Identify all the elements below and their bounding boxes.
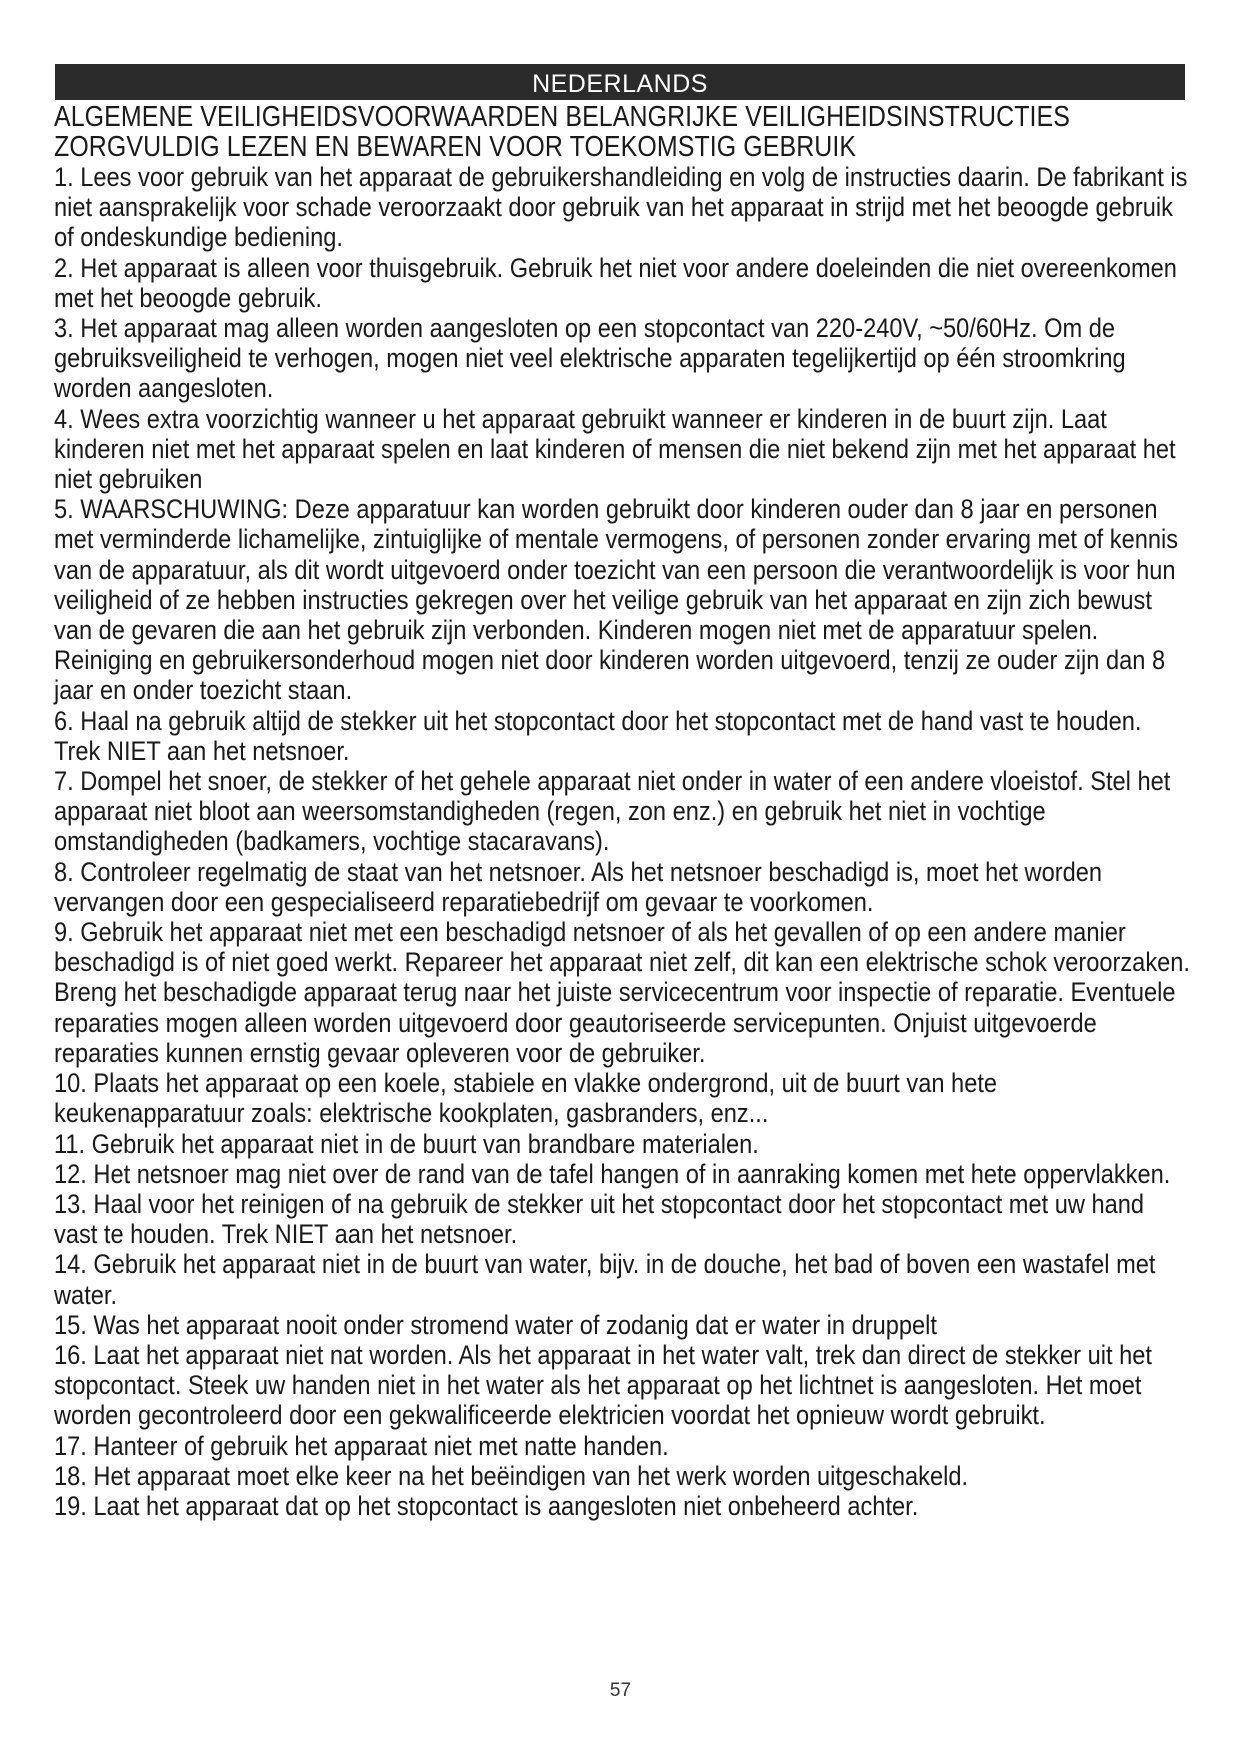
instruction-1: 1. Lees voor gebruik van het apparaat de gebruikershandleiding en volg de instructies daarin. De fabrikant is niet aansprakelijk voor schade veroorzaakt door gebruik van het apparaat in strijd met het beoogde gebruik of ondeskundige bediening.	[54, 162, 1188, 253]
instruction-2: 2. Het apparaat is alleen voor thuisgebruik. Gebruik het niet voor andere doeleinden die niet overeenkomen met het beoogde gebruik.	[54, 252, 1177, 313]
instruction-18: 18. Het apparaat moet elke keer na het beëindigen van het werk worden uitgeschakeld.	[54, 1460, 969, 1491]
instruction-11: 11. Gebruik het apparaat niet in de buurt van brandbare materialen.	[54, 1128, 759, 1159]
instruction-5: 5. WAARSCHUWING: Deze apparatuur kan worden gebruikt door kinderen ouder dan 8 jaar en personen met verminderde lichamelijke, zintuiglijke of mentale vermogens, of personen zonder ervaring met of kennis van de apparatuur, als dit wordt uitgevoerd onder toezicht van een persoon die verantwoordelijk is voor hun veiligheid of ze hebben instructies gekregen over het veilige gebruik van het apparaat en zijn zich bewust van de gevaren die aan het gebruik zijn verbonden. Kinderen mogen niet met de apparatuur spelen. Reiniging en gebruikersonderhoud mogen niet door kinderen worden uitgevoerd, tenzij ze ouder zijn dan 8 jaar en onder toezicht staan.	[54, 494, 1179, 706]
page-number: 57	[609, 1680, 632, 1701]
language-banner: NEDERLANDS	[55, 64, 1185, 100]
instruction-19: 19. Laat het apparaat dat op het stopcontact is aangesloten niet onbeheerd achter.	[54, 1490, 919, 1521]
instruction-14: 14. Gebruik het apparaat niet in de buurt van water, bijv. in de douche, het bad of boven een wastafel met water.	[54, 1249, 1156, 1310]
instruction-6: 6. Haal na gebruik altijd de stekker uit het stopcontact door het stopcontact met de hand vast te houden. Trek NIET aan het netsnoer.	[54, 705, 1142, 766]
instruction-3: 3. Het apparaat mag alleen worden aangesloten op een stopcontact van 220-240V, ~50/60Hz. Om de gebruiksveiligheid te verhogen, mogen niet veel elektrische apparaten tegelijkertijd op één stroomkring worden aangesloten.	[54, 313, 1126, 404]
instruction-15: 15. Was het apparaat nooit onder stromend water of zodanig dat er water in druppelt	[54, 1309, 937, 1340]
safety-instructions	[54, 102, 1192, 1521]
instruction-13: 13. Haal voor het reinigen of na gebruik de stekker uit het stopcontact door het stopcontact met uw hand vast te houden. Trek NIET aan het netsnoer.	[54, 1188, 1145, 1250]
section-heading-line-2: ZORGVULDIG LEZEN EN BEWAREN VOOR TOEKOMSTIG GEBRUIK	[54, 131, 857, 163]
instruction-12: 12. Het netsnoer mag niet over de rand van de tafel hangen of in aanraking komen met hete oppervlakken.	[54, 1158, 1171, 1189]
instruction-8: 8. Controleer regelmatig de staat van het netsnoer. Als het netsnoer beschadigd is, moet het worden vervangen door een gespecialiseerd reparatiebedrijf om gevaar te voorkomen.	[54, 856, 1103, 917]
instruction-9: 9. Gebruik het apparaat niet met een beschadigd netsnoer of als het gevallen of op een andere manier beschadigd is of niet goed werkt. Repareer het apparaat niet zelf, dit kan een elektrische schok veroorzaken. Breng het beschadigde apparaat terug naar het juiste servicecentrum voor inspectie of reparatie. Eventuele reparaties mogen alleen worden uitgevoerd door geautoriseerde servicepunten. Onjuist uitgevoerde reparaties kunnen ernstig gevaar opleveren voor de gebruiker.	[54, 917, 1190, 1068]
instruction-4: 4. Wees extra voorzichtig wanneer u het apparaat gebruikt wanneer er kinderen in de buurt zijn. Laat kinderen niet met het apparaat spelen en laat kinderen of mensen die niet bekend zijn met het apparaat het niet gebruiken	[54, 403, 1176, 495]
section-heading-line-1: ALGEMENE VEILIGHEIDSVOORWAARDEN BELANGRIJKE VEILIGHEIDSINSTRUCTIES	[54, 101, 1070, 133]
instruction-7: 7. Dompel het snoer, de stekker of het gehele apparaat niet onder in water of een andere vloeistof. Stel het apparaat niet bloot aan weersomstandigheden (regen, zon enz.) en gebruik het niet in vochtige omstandigheden (badkamers, vochtige stacaravans).	[54, 766, 1171, 857]
instruction-10: 10. Plaats het apparaat op een koele, stabiele en vlakke ondergrond, uit de buurt van hete keukenapparatuur zoals: elektrische kookplaten, gasbranders, enz...	[54, 1068, 998, 1129]
instruction-16: 16. Laat het apparaat niet nat worden. Als het apparaat in het water valt, trek dan direct de stekker uit het stopcontact. Steek uw handen niet in het water als het apparaat op het lichtnet is aangesloten. Het moet worden gecontroleerd door een gekwalificeerde elektricien voordat het opnieuw wordt gebruikt.	[54, 1339, 1152, 1431]
instruction-17: 17. Hanteer of gebruik het apparaat niet met natte handen.	[54, 1430, 669, 1461]
